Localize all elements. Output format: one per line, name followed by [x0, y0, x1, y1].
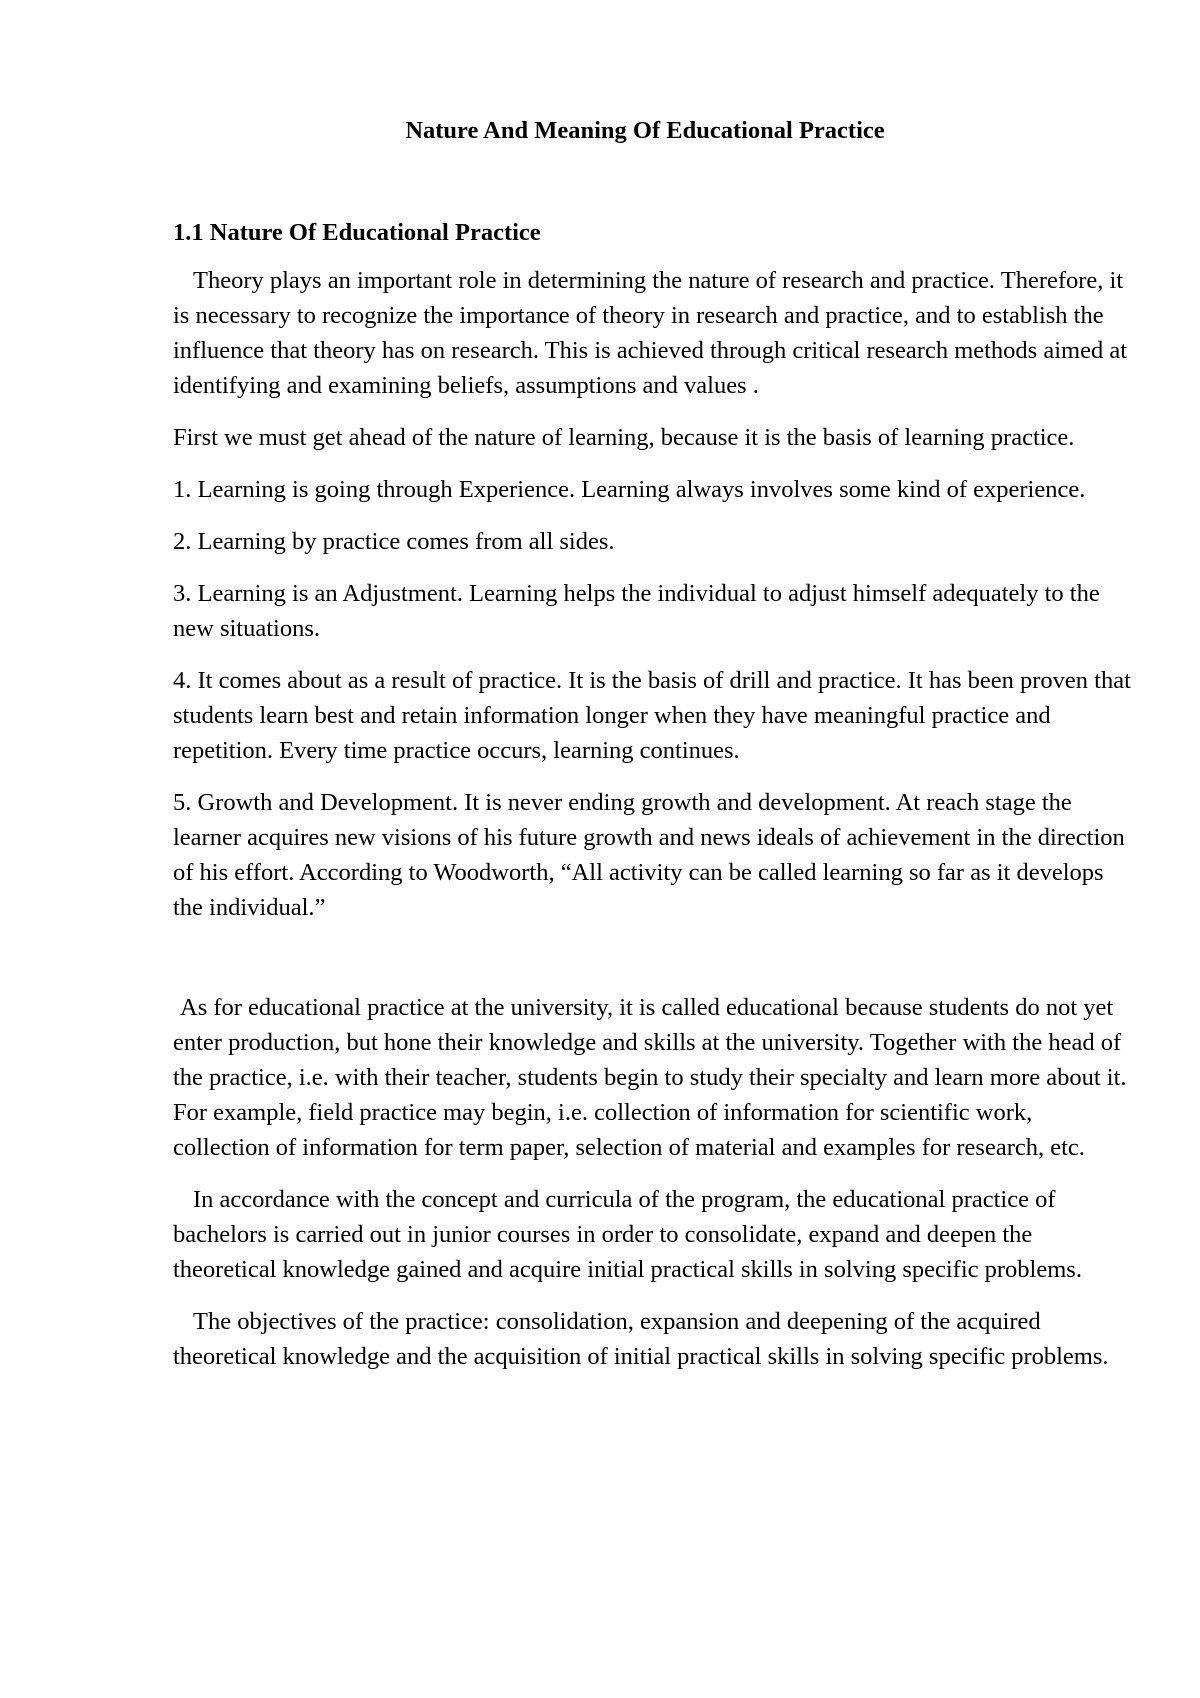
paragraph-theory: Theory plays an important role in determining the nature of research and practice. Therefore, it is necessary to recognize the importance of theory in research and practice, and to establish the influence that theory has on research. This is achieved through critical research methods aimed at identifying and examining beliefs, assumptions and values .	[173, 267, 1128, 399]
list-item-2: 2. Learning by practice comes from all sides.	[173, 528, 615, 555]
document-title: Nature And Meaning Of Educational Practice	[405, 117, 885, 144]
list-item-1: 1. Learning is going through Experience. Learning always involves some kind of experience.	[173, 476, 1086, 503]
section-heading: 1.1 Nature Of Educational Practice	[173, 219, 541, 246]
document-body	[173, 113, 1133, 1374]
list-item-4: 4. It comes about as a result of practice. It is the basis of drill and practice. It has been proven that students learn best and retain information longer when they have meaningful practice and repetition. Every time practice occurs, learning continues.	[173, 667, 1131, 764]
list-item-3: 3. Learning is an Adjustment. Learning helps the individual to adjust himself adequately to the new situations.	[173, 580, 1100, 642]
list-item-5: 5. Growth and Development. It is never ending growth and development. At reach stage the learner acquires new visions of his future growth and news ideals of achievement in the direction of his effort. According to Woodworth, “All activity can be called learning so far as it develops the individual.”	[173, 789, 1125, 921]
paragraph-objectives: The objectives of the practice: consolidation, expansion and deepening of the acquired theoretical knowledge and the acquisition of initial practical skills in solving specific problems.	[173, 1308, 1109, 1370]
paragraph-curricula: In accordance with the concept and curricula of the program, the educational practice of bachelors is carried out in junior courses in order to consolidate, expand and deepen the theoretical knowledge gained and acquire initial practical skills in solving specific problems.	[173, 1186, 1082, 1283]
paragraph-nature-of-learning: First we must get ahead of the nature of learning, because it is the basis of learning practice.	[173, 424, 1075, 451]
paragraph-university-practice: As for educational practice at the university, it is called educational because students do not yet enter production, but hone their knowledge and skills at the university. Together with the head of the practice, i.e. with their teacher, students begin to study their specialty and learn more about it. For example, field practice may begin, i.e. collection of information for scientific work, collection of information for term paper, selection of material and examples for research, etc.	[173, 994, 1127, 1161]
